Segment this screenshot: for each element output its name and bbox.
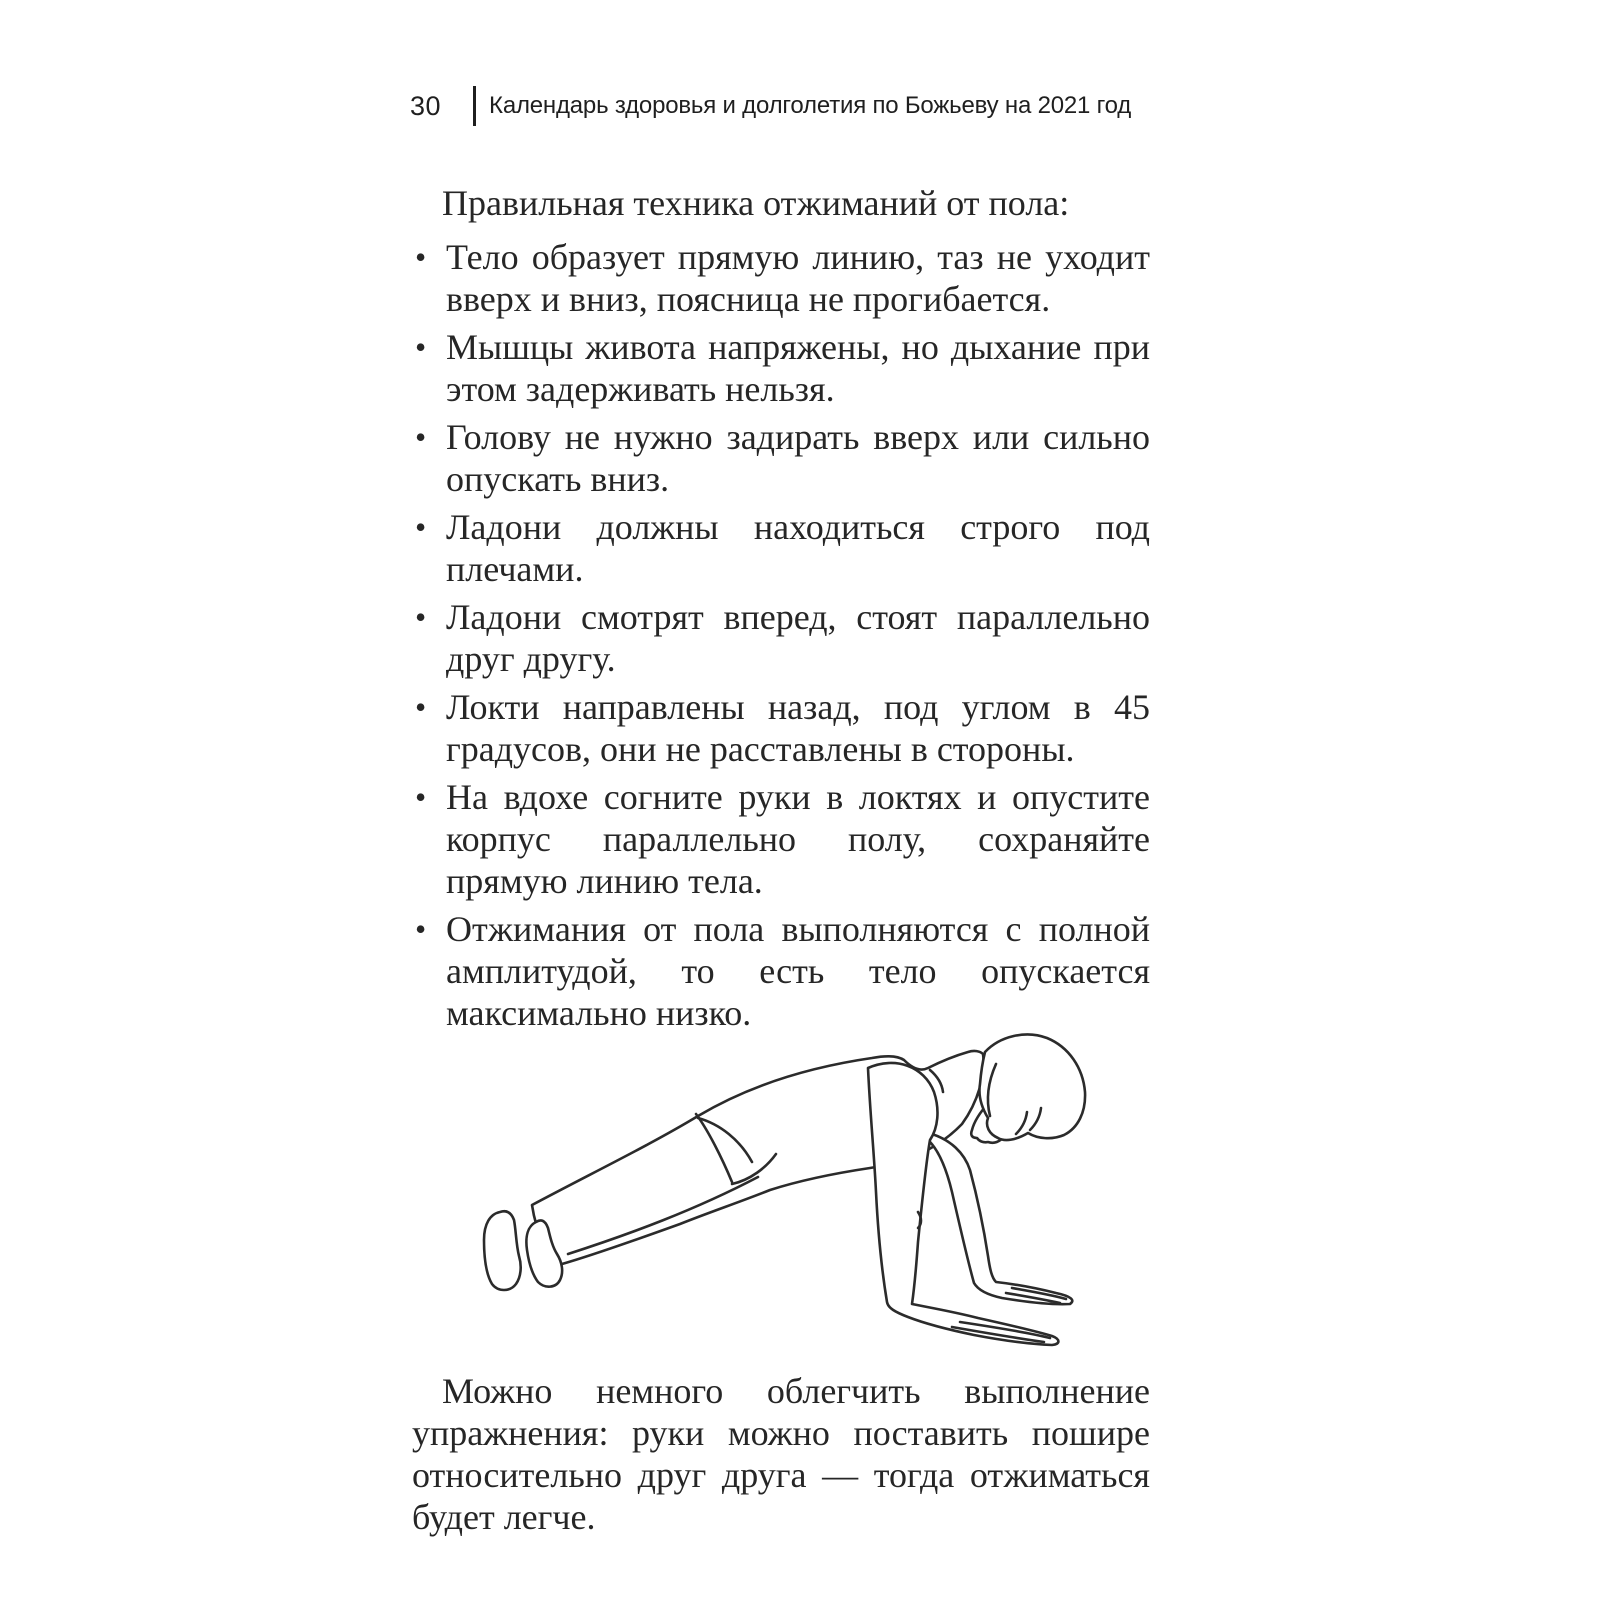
bullet-icon: • <box>415 329 427 365</box>
closing-paragraph: Можно немного облегчить выполнение упражнения: руки можно поставить пошире относительно друг друга — тогда отжиматься будет легче. <box>412 1371 1150 1537</box>
list-item <box>412 596 1150 680</box>
list-item-text: На вдохе согните руки в локтях и опустите корпус параллельно полу, сохраняйте прямую линию тела. <box>446 777 1150 901</box>
bullet-icon: • <box>415 419 427 455</box>
bullet-icon: • <box>415 599 427 635</box>
list-item <box>412 326 1150 410</box>
list-item-text: Отжимания от пола выполняются с полной амплитудой, то есть тело опускается максимально низко. <box>446 909 1150 1033</box>
page-number: 30 <box>410 90 442 121</box>
list-item-text: Голову не нужно задирать вверх или сильно опускать вниз. <box>446 417 1150 499</box>
bullet-icon: • <box>415 689 427 725</box>
text-column <box>412 182 1150 1034</box>
list-item-text: Ладони должны находиться строго под плечами. <box>446 507 1150 589</box>
header-divider <box>473 86 476 126</box>
list-item <box>412 506 1150 590</box>
bullet-icon: • <box>415 239 427 275</box>
list-item-text: Мышцы живота напряжены, но дыхание при этом задерживать нельзя. <box>446 327 1150 409</box>
technique-list <box>412 236 1150 1034</box>
list-item-text: Локти направлены назад, под углом в 45 градусов, они не расставлены в стороны. <box>446 687 1150 769</box>
list-item <box>412 236 1150 320</box>
pushup-illustration <box>440 1012 1100 1350</box>
list-item <box>412 776 1150 902</box>
running-head <box>410 86 1170 126</box>
bullet-icon: • <box>415 779 427 815</box>
bullet-icon: • <box>415 509 427 545</box>
list-item <box>412 416 1150 500</box>
intro-paragraph: Правильная техника отжиманий от пола: <box>442 183 1070 223</box>
bullet-icon: • <box>415 911 427 947</box>
list-item-text: Ладони смотрят вперед, стоят параллельно друг другу. <box>446 597 1150 679</box>
list-item-text: Тело образует прямую линию, таз не уходит вверх и вниз, поясница не прогибается. <box>446 237 1150 319</box>
running-head-title: Календарь здоровья и долголетия по Божьеву на 2021 год <box>489 92 1132 119</box>
pushup-illustration-svg <box>440 1012 1100 1350</box>
list-item <box>412 686 1150 770</box>
